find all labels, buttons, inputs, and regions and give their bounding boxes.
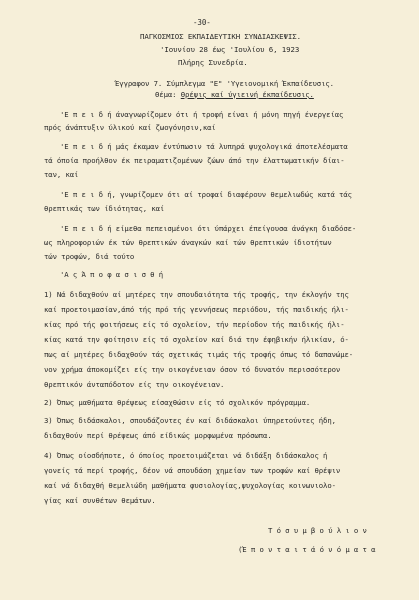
body-line: καί προετοιμασίαν,άπό τής πρό τής γεννήσεως περιόδου, τής παιδικής ήλι- [44, 305, 349, 314]
body-line: 'Ε π ε ι δ ή, γνωρίζομεν ότι αί τροφαί διαφέρουν θεμελιωδώς κατά τάς [60, 190, 352, 199]
body-line: 3) Όπως διδάσκαλοι, σπουδάζοντες έν καί διδάσκαλοι ύπηρετούντες ήδη, [44, 416, 336, 425]
body-line: 'Ε π ε ι δ ή άναγνωρίζομεν ότι ή τροφή είναι ή μόνη πηγή ένεργείας [60, 110, 344, 119]
body-line: κίας πρό τής φοιτήσεως είς τό σχολείον, τήν περίοδον τής παιδικής ήλι- [44, 320, 345, 329]
body-line: θρεπτικάς των ίδιότητας, καί [44, 204, 165, 213]
body-line: καί νά διδαχθή θεμελιώδη μαθήματα φυσιολογίας,ψυχολογίας κοινωνιολο- [44, 481, 336, 490]
page-number: -30- [193, 18, 211, 27]
body-line: τά όποία προήλθον έκ πειραματιζομένων ζώων άπό την έλαττωματικήν δίαι- [44, 156, 345, 165]
body-line: ταν, καί [44, 170, 79, 179]
body-line: νον χρήμα άποκομίζει είς την οικογένειαν όσον τό δυνατόν περισσότερον [44, 365, 341, 374]
header-line-1: ΠΑΓΚΟΣΜΙΟΣ ΕΚΠΑΙΔΕΥΤΙΚΗ ΣΥΝΔΙΑΣΚΕΨΙΣ. [140, 32, 301, 41]
body-line: 'Ε π ε ι δ ή μάς έκαμαν έντύπωσιν τά λυπηρά ψυχολογικά άποτελέσματα [60, 142, 348, 151]
header-line-3: Πλήρης Συνεδρία. [178, 58, 248, 67]
body-line: πρός άνάπτυξιν ύλικού καί ζωογόνησιν,καί [44, 123, 216, 132]
theme-text: Θρέψις καί ύγιεινή έκπαίδευσις. [180, 90, 314, 99]
body-line: 1) Νά διδαχθούν αί μητέρες την σπουδαιότητα τής τροφής, την έκλογήν της [44, 290, 349, 299]
signature-line-1: Τ ό σ υ μ β ο ύ λ ι ο ν [268, 526, 367, 535]
header-line-2: 'Ιουνίου 28 έως 'Ιουλίου 6, 1923 [160, 45, 300, 54]
body-line: 'Ε π ε ι δ ή είμεθα πεπεισμένοι ότι ύπάρχει έπείγουσα άνάγκη διαδόσε- [60, 224, 357, 233]
body-line: θρεπτικόν άνταπόδοτον είς την οικογένειαν. [44, 380, 225, 389]
body-line: πως αί μητέρες διδαχθούν τάς σχετικάς τιμάς τής τροφής όπως τό δαπανώμε- [44, 350, 354, 359]
body-line: κίας κατά την φοίτησιν είς τό σχολείον καί διά την έφηβικήν ήλικίαν, ό- [44, 335, 349, 344]
body-line: ως πληροφοριών έκ τών θρεπτικών άναγκών καί τών θρεπτικών ίδιοτήτων [44, 238, 332, 247]
signature-line-2: (Έ π ο ν τ α ι τ ά ό ν ό μ α τ α [238, 545, 376, 554]
body-line: 4) Όπως οίοσδήποτε, ό όποίος προετοιμάζεται νά διδάξη διδάσκαλος ή [44, 451, 328, 460]
body-line: τών τροφών, διά τούτο [44, 252, 135, 261]
theme-label: Θέμα: [155, 90, 177, 99]
body-line: 2) Όπως μαθήματα θρέψεως είσαχθώσιν είς τό σχολικόν πρόγραμμα. [44, 398, 311, 407]
resolution-heading: 'Α ς Ά π ο φ α σ ι σ θ ή [60, 270, 164, 279]
document-reference: Έγγραφον 7. Σύμπλεγμα "Ε" 'Υγειονομική Έκπαίδευσις. [115, 79, 334, 88]
theme-line [155, 90, 314, 99]
body-line: γονείς τά περί τροφής, δέον νά σπουδάση χημείαν των τροφών καί θρέψιν [44, 466, 341, 475]
body-line: γίας καί συνθέτων θεμάτων. [44, 496, 156, 505]
body-line: διδαχθούν περί θρέψεως άπό είδικώς μορφωμένα πρόσωπα. [44, 431, 272, 440]
